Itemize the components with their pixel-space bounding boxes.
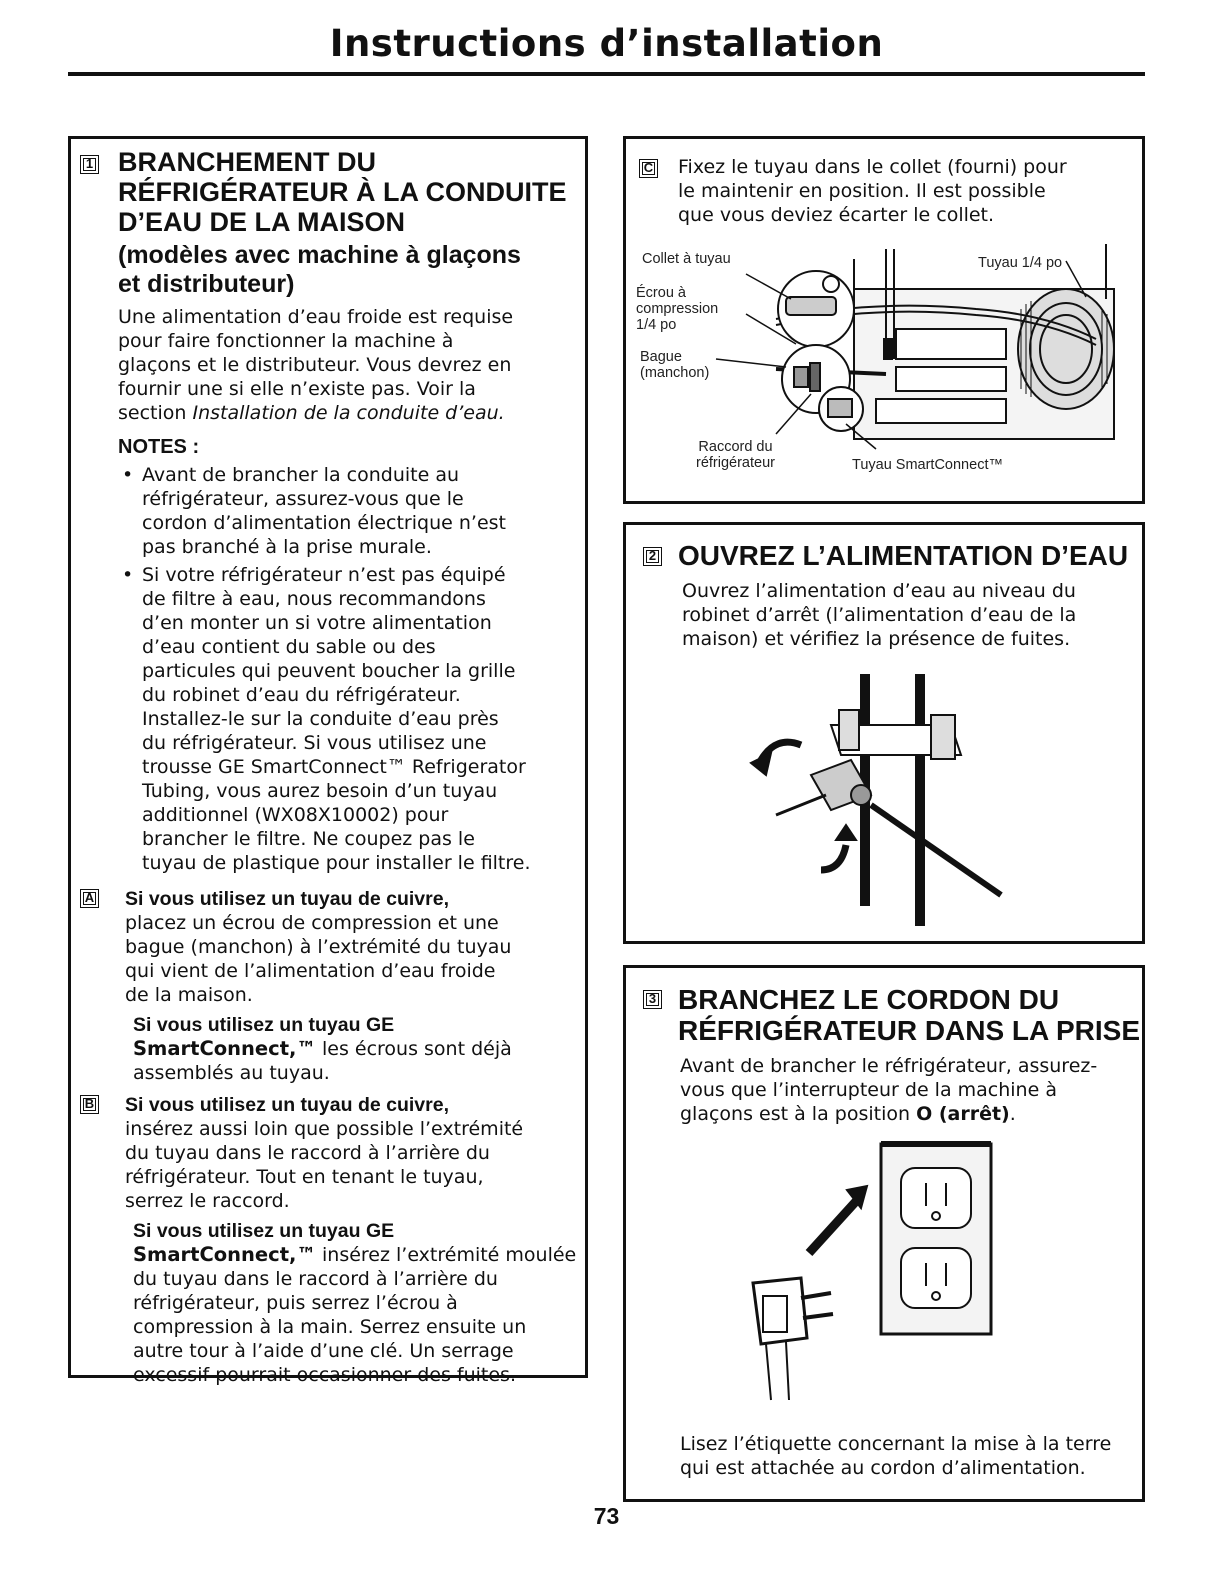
step-badge-b: B [80,1095,99,1114]
text-line: maison) et vérifiez la présence de fuites. [682,628,1071,650]
text-line: Écrou à [636,285,686,301]
text-line: insérez aussi loin que possible l’extrémité [125,1118,524,1140]
heading-line: BRANCHEMENT DU [118,147,376,177]
text-line: 1/4 po [636,317,677,333]
text-line: réfrigérateur, puis serrez l’écrou à [133,1292,458,1314]
box-3-text [680,1054,1140,1126]
notes-label: NOTES : [118,436,200,458]
notes-list [118,463,583,875]
text-line: pas branché à la prise murale. [142,536,432,558]
box-c [623,136,1145,504]
box-2 [623,522,1145,944]
text-line: réfrigérateur [696,455,775,471]
valve-diagram [721,665,1021,935]
text-line: brancher le filtre. Ne coupez pas le [142,828,475,850]
box-3-heading [678,984,1140,1046]
text-line: de la maison. [125,984,253,1006]
text-line [133,1037,583,1061]
text-line: Bague [640,349,682,365]
step-a-sub [125,1013,583,1085]
text-line: d’eau contient du sable ou des [142,636,436,658]
text-line: particules qui peuvent boucher la grille [142,660,516,682]
section-heading [118,147,583,237]
text-line: du robinet d’eau du réfrigérateur. [142,684,461,706]
text-line: réfrigérateur, assurez-vous que le [142,488,464,510]
text-line: Installez-le sur la conduite d’eau près [142,708,499,730]
text-line: Lisez l’étiquette concernant la mise à la terre [680,1433,1112,1455]
text-line: tuyau de plastique pour installer le filtre. [142,852,531,874]
page-title: Instructions d’installation [329,22,884,65]
heading-line: BRANCHEZ LE CORDON DU [678,984,1060,1015]
text-line: du tuyau dans le raccord à l’arrière du [125,1142,490,1164]
left-section-box [68,136,588,1386]
label-collet: Collet à tuyau [642,251,731,267]
step-badge-c: C [639,159,658,178]
subheading-line: (modèles avec machine à glaçons [118,241,521,269]
text-line: le maintenir en position. Il est possible [678,180,1046,202]
text-span: section [118,402,193,424]
text-line: du tuyau dans le raccord à l’arrière du [133,1268,498,1290]
box-2-text [682,579,1142,651]
text-line: robinet d’arrêt (l’alimentation d’eau de la [682,604,1077,626]
text-line [680,1102,1140,1126]
box-c-text [678,155,1143,227]
step-badge-2: 2 [643,547,662,566]
title-rule [68,72,1145,76]
box-3-footer [680,1432,1140,1480]
text-line: pour faire fonctionner la machine à [118,330,454,352]
reference-link: Installation de la conduite d’eau. [192,402,505,424]
step-badge-3: 3 [643,990,662,1009]
text-line: glaçons et le distributeur. Vous devrez en [118,354,512,376]
sub-bold-line: Si vous utilisez un tuyau GE [133,1014,395,1036]
text-span: les écrous sont déjà [315,1038,512,1060]
text-line: additionnel (WX08X10002) pour [142,804,449,826]
box-3 [623,965,1145,1502]
text-span: insérez l’extrémité moulée [315,1244,577,1266]
sub-bold-line: Si vous utilisez un tuyau GE [133,1220,395,1242]
text-span: . [1009,1103,1016,1125]
text-line: (manchon) [640,365,710,381]
text-line: • Si votre réfrigérateur n’est pas équipé [142,564,506,586]
brand-name: SmartConnect,™ [133,1037,316,1060]
text-line: Avant de brancher le réfrigérateur, assurez- [680,1055,1098,1077]
brand-name: SmartConnect,™ [133,1243,316,1266]
text-span: glaçons est à la position [680,1103,917,1125]
text-line: Fixez le tuyau dans le collet (fourni) pour [678,156,1067,178]
text-line: qui vient de l’alimentation d’eau froide [125,960,496,982]
step-b-title: Si vous utilisez un tuyau de cuivre, [125,1094,449,1116]
text-line: Tubing, vous aurez besoin d’un tuyau [142,780,498,802]
text-line: Ouvrez l’alimentation d’eau au niveau du [682,580,1076,602]
text-line: réfrigérateur. Tout en tenant le tuyau, [125,1166,484,1188]
outlet-diagram [741,1138,1001,1408]
list-item [118,463,583,559]
step-b-sub [125,1219,583,1387]
text-line: fournir une si elle n’existe pas. Voir la [118,378,476,400]
step-a-title: Si vous utilisez un tuyau de cuivre, [125,888,449,910]
subheading-line: et distributeur) [118,270,295,298]
text-line: cordon d’alimentation électrique n’est [142,512,506,534]
text-line: compression à la main. Serrez ensuite un [133,1316,527,1338]
text-line: bague (manchon) à l’extrémité du tuyau [125,936,512,958]
box-2-heading: OUVREZ L’ALIMENTATION D’EAU [678,540,1129,571]
label-raccord [696,439,775,471]
label-smartconnect: Tuyau SmartConnect™ [852,457,1003,473]
text-line: d’en monter un si votre alimentation [142,612,492,634]
text-line: excessif pourrait occasionner des fuites. [133,1364,516,1386]
step-a-text [125,911,583,1007]
label-ecrou [636,285,718,333]
heading-line: RÉFRIGÉRATEUR À LA CONDUITE [118,177,567,207]
text-line: vous que l’interrupteur de la machine à [680,1079,1057,1101]
text-line: de filtre à eau, nous recommandons [142,588,486,610]
heading-line: D’EAU DE LA MAISON [118,207,406,237]
list-item [118,563,583,875]
step-badge-a: A [80,889,99,908]
text-line: placez un écrou de compression et une [125,912,499,934]
text-line: Raccord du [698,439,773,455]
text-line: • Avant de brancher la conduite au [142,464,459,486]
text-line: Une alimentation d’eau froide est requise [118,306,514,328]
text-line: que vous deviez écarter le collet. [678,204,995,226]
label-bague [640,349,709,381]
text-line: assemblés au tuyau. [133,1062,330,1084]
page-number: 73 [593,1503,620,1529]
text-line: compression [636,301,719,317]
heading-line: RÉFRIGÉRATEUR DANS LA PRISE [678,1015,1141,1046]
text-line: autre tour à l’aide d’une clé. Un serrage [133,1340,514,1362]
step-b-text [125,1117,583,1213]
text-line: serrez le raccord. [125,1190,290,1212]
section-subheading [118,241,583,299]
step-badge-1: 1 [80,155,99,174]
text-line [118,401,583,425]
label-tuyau-14: Tuyau 1/4 po [978,255,1063,271]
text-line: qui est attachée au cordon d’alimentation. [680,1457,1086,1479]
text-line [133,1243,583,1267]
switch-position: O (arrêt) [916,1103,1010,1125]
text-line: trousse GE SmartConnect™ Refrigerator [142,756,526,778]
intro-paragraph [118,305,583,425]
text-line: du réfrigérateur. Si vous utilisez une [142,732,487,754]
